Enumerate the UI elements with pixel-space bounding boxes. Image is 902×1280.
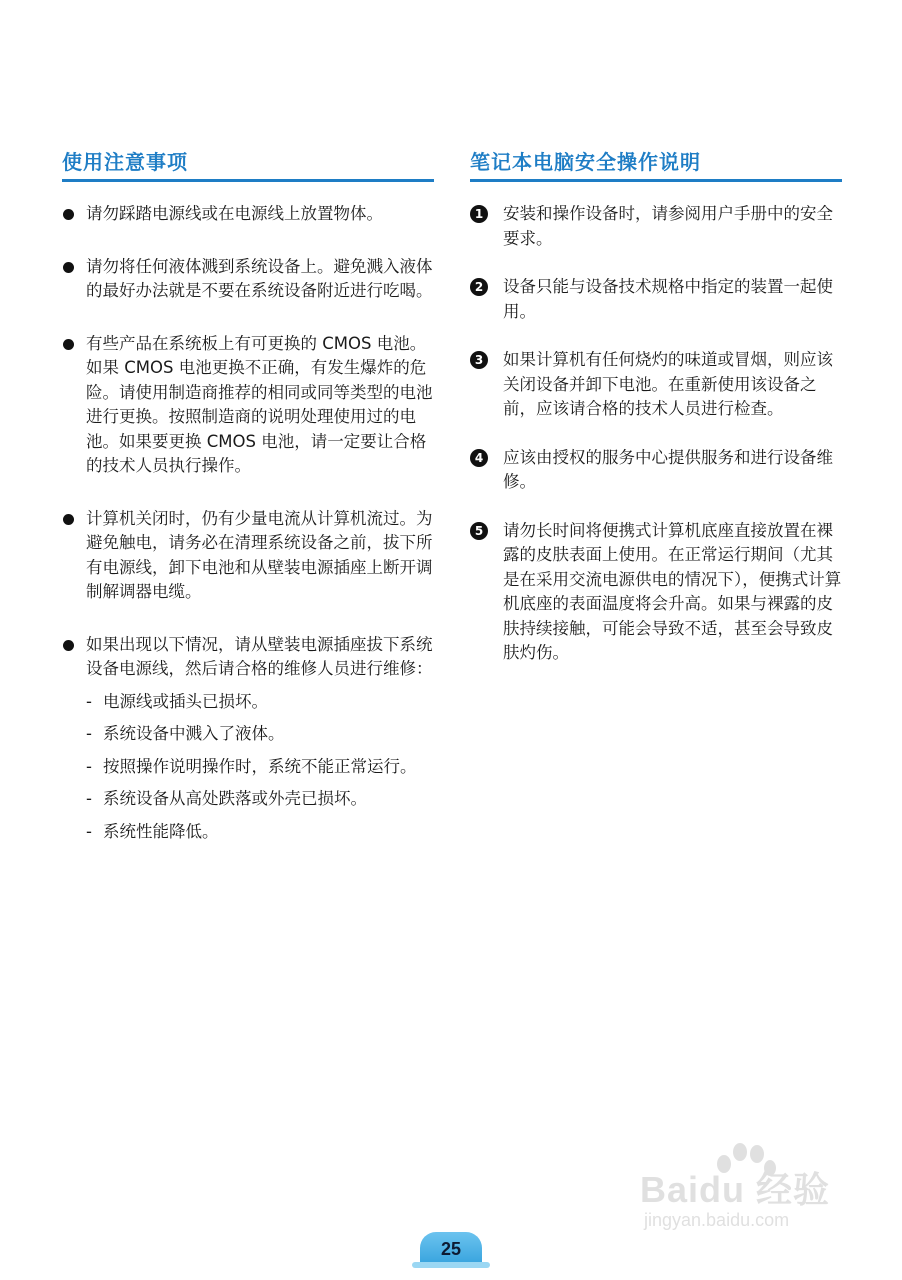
sub-list-item: - 系统设备从高处跌落或外壳已损坏。 (86, 789, 367, 808)
number-circle-icon: 3 (470, 351, 488, 369)
list-item: 1 安装和操作设备时，请参阅用户手册中的安全要求。 (470, 202, 842, 251)
safety-instructions-list (470, 202, 842, 666)
number-circle-icon: 5 (470, 522, 488, 540)
list-item: 请勿踩踏电源线或在电源线上放置物体。 (62, 202, 434, 227)
paw-icon (710, 1140, 780, 1200)
sub-list-item: - 按照操作说明操作时，系统不能正常运行。 (86, 756, 417, 776)
bullet-dot-icon (63, 209, 74, 220)
list-item: 计算机关闭时，仍有少量电流从计算机流过。为避免触电，请务必在清理系统设备之前，拔下所有电源线，卸下电池和从壁装电源插座上断开调制解调器电缆。 (62, 507, 434, 605)
watermark-url: jingyan.baidu.com (644, 1210, 790, 1230)
sub-list-item: - 系统设备中溅入了液体。 (86, 724, 285, 743)
list-item: 有些产品在系统板上有可更换的 CMOS 电池。如果 CMOS 电池更换不正确，有发生爆炸的危险。请使用制造商推荐的相同或同等类型的电池进行更换。按照制造商的说明处理使用过的电池。如果要更换 CMOS 电池，请一定要让合格的技术人员执行操作。 (62, 332, 434, 479)
laptop-safety-heading: 笔记本电脑安全操作说明 (470, 150, 842, 182)
usage-precautions-heading: 使用注意事项 (62, 150, 434, 182)
right-column (470, 150, 842, 690)
list-item: 3 如果计算机有任何烧灼的味道或冒烟，则应该关闭设备并卸下电池。在重新使用该设备之前，应该请合格的技术人员进行检查。 (470, 348, 842, 422)
bullet-dot-icon (63, 514, 74, 525)
list-item: 5 请勿长时间将便携式计算机底座直接放置在裸露的皮肤表面上使用。在正常运行期间（尤其是在采用交流电源供电的情况下），便携式计算机底座的表面温度将会升高。如果与裸露的皮肤持续接触，可能会导致不适，甚至会导致皮肤灼伤。 (470, 519, 842, 666)
number-circle-icon: 4 (470, 449, 488, 467)
bullet-dot-icon (63, 339, 74, 350)
watermark-brand: Baidu 经验 (640, 1169, 831, 1210)
list-item: 如果出现以下情况，请从壁装电源插座拔下系统设备电源线，然后请合格的维修人员进行维修： - 电源线或插头已损坏。 - 系统设备中溅入了液体。 - 按照操作说明操作时，系统不能正常运行。 - 系统设备从高处跌落或外壳已损坏。 - 系统性能降低。 (62, 633, 434, 845)
number-circle-icon: 1 (470, 205, 488, 223)
list-item: 请勿将任何液体溅到系统设备上。避免溅入液体的最好办法就是不要在系统设备附近进行吃喝。 (62, 255, 434, 304)
baidu-watermark (640, 1140, 860, 1250)
bullet-dot-icon (63, 640, 74, 651)
sub-list-item: - 系统性能降低。 (86, 821, 219, 841)
number-circle-icon: 2 (470, 278, 488, 296)
list-item: 2 设备只能与设备技术规格中指定的装置一起使用。 (470, 275, 842, 324)
list-item: 4 应该由授权的服务中心提供服务和进行设备维修。 (470, 446, 842, 495)
precautions-list (62, 202, 434, 844)
page-number: 25 (420, 1232, 482, 1264)
repair-conditions-list (86, 690, 434, 845)
left-column (62, 150, 434, 872)
bullet-dot-icon (63, 262, 74, 273)
sub-list-item: - 电源线或插头已损坏。 (86, 691, 268, 711)
